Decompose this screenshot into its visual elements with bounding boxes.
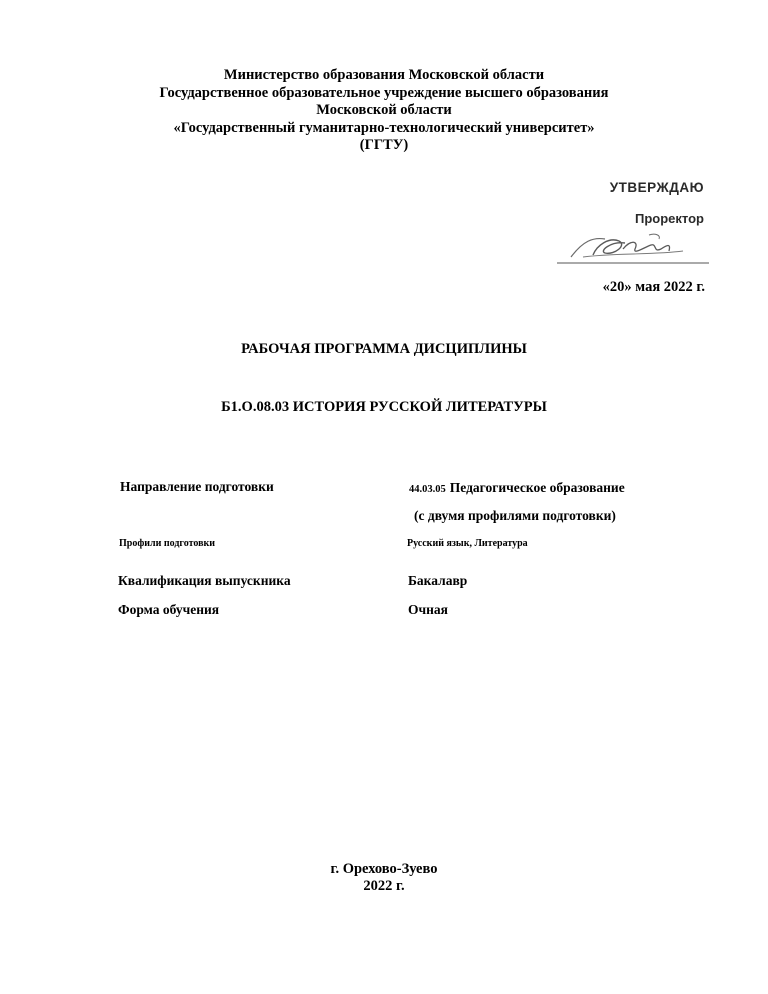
profiles-value: Русский язык, Литература bbox=[407, 538, 528, 549]
header-line-ministry: Министерство образования Московской области bbox=[223, 67, 545, 83]
footer-city: г. Орехово-Зуево bbox=[330, 861, 438, 877]
header-line-university-name: «Государственный гуманитарно-технологический университет» bbox=[173, 119, 595, 136]
approval-role: Проректор bbox=[635, 211, 704, 226]
header-line-region: Московской области bbox=[316, 102, 452, 118]
institution-header bbox=[0, 67, 768, 155]
document-footer bbox=[0, 861, 768, 895]
qualification-label: Квалификация выпускника bbox=[118, 573, 291, 588]
profiles-label: Профили подготовки bbox=[119, 538, 216, 549]
discipline-title: Б1.О.08.03 ИСТОРИЯ РУССКОЙ ЛИТЕРАТУРЫ bbox=[221, 399, 547, 415]
direction-code: 44.03.05 bbox=[409, 484, 446, 495]
header-line-abbreviation: (ГГТУ) bbox=[359, 137, 409, 153]
header-line-institution-type: Государственное образовательное учреждение высшего образования bbox=[159, 84, 609, 101]
qualification-value: Бакалавр bbox=[408, 573, 468, 588]
handwritten-signature-icon bbox=[553, 227, 713, 267]
approval-word: УТВЕРЖДАЮ bbox=[609, 180, 704, 195]
direction-value-row bbox=[409, 479, 625, 497]
approval-date: «20» мая 2022 г. bbox=[602, 279, 705, 295]
approval-block bbox=[444, 180, 704, 226]
footer-year: 2022 г. bbox=[363, 878, 405, 894]
direction-value: Педагогическое образование bbox=[449, 480, 625, 495]
form-value: Очная bbox=[408, 602, 448, 617]
form-label: Форма обучения bbox=[118, 602, 220, 617]
direction-value-continuation: (с двумя профилями подготовки) bbox=[414, 508, 616, 523]
document-title: РАБОЧАЯ ПРОГРАММА ДИСЦИПЛИНЫ bbox=[241, 341, 527, 357]
direction-label: Направление подготовки bbox=[120, 479, 274, 494]
